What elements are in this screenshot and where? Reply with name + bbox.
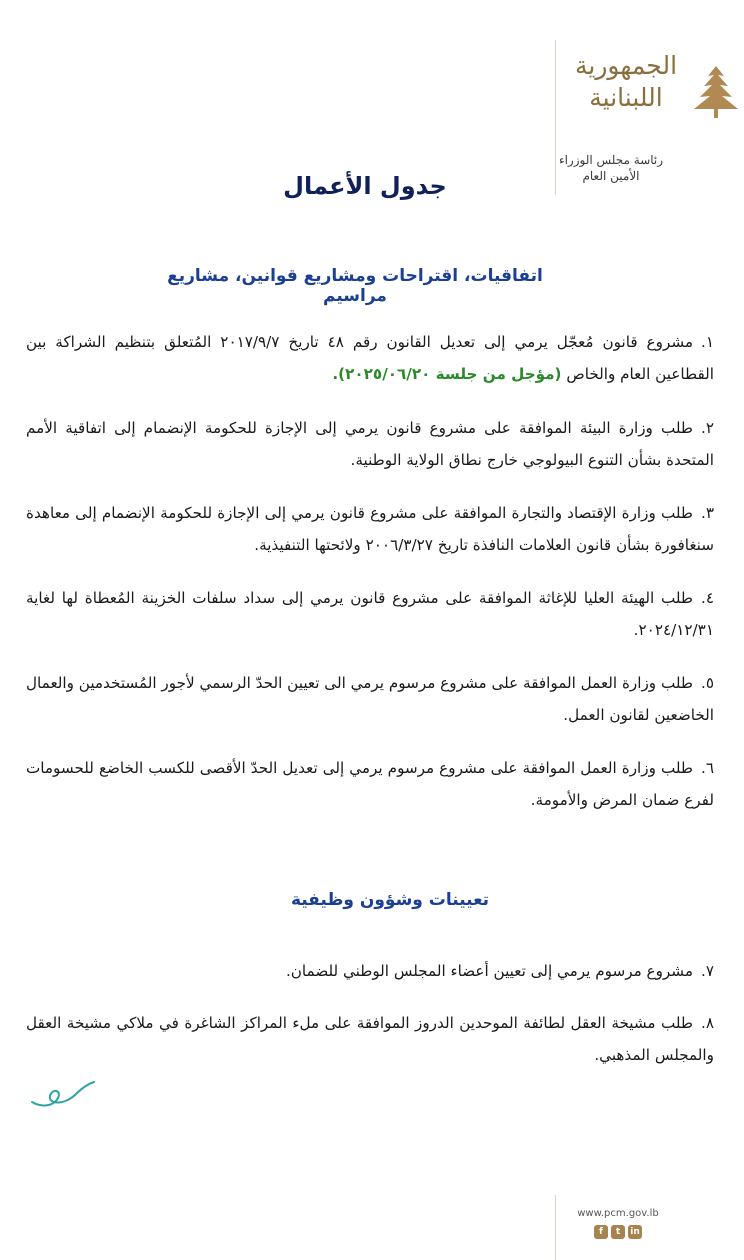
social-links bbox=[568, 1225, 668, 1239]
page-title: جدول الأعمال bbox=[283, 172, 447, 200]
item-text: طلب مشيخة العقل لطائفة الموحدين الدروز الموافقة على ملء المراكز الشاغرة في ملاكي مشيخة العقل والمجلس المذهبي. bbox=[26, 1014, 714, 1064]
postponed-note: (مؤجل من جلسة ٢٠٢٥/٠٦/٢٠). bbox=[332, 365, 562, 383]
footer bbox=[568, 1208, 668, 1239]
section-heading-agreements: اتفاقيات، اقتراحات ومشاريع قوانين، مشاريع مراسيم bbox=[167, 266, 543, 306]
office-line-2: الأمين العام bbox=[582, 169, 640, 183]
website-url[interactable]: www.pcm.gov.lb bbox=[577, 1208, 659, 1219]
republic-logo-text bbox=[566, 50, 686, 114]
item-text: طلب وزارة العمل الموافقة على مشروع مرسوم يرمي الى تعيين الحدّ الرسمي لأجور المُستخدمين والعمال الخاضعين لقانون العمل. bbox=[26, 674, 714, 724]
agenda-item-6 bbox=[26, 752, 714, 816]
item-text: طلب وزارة الإقتصاد والتجارة الموافقة على مشروع قانون يرمي إلى الإجازة للحكومة الإنضمام إلى معاهدة سنغافورة بشأن قانون العلامات النافذة تاريخ ٢٠٠٦/٣/٢٧ ولائحتها التنفيذية. bbox=[26, 504, 714, 554]
item-text: طلب وزارة البيئة الموافقة على مشروع قانون يرمي إلى الإجازة للحكومة الإنضمام إلى اتفاقية الأمم المتحدة بشأن التنوع البيولوجي خارج نطاق الولاية الوطنية. bbox=[26, 419, 714, 469]
agenda-item-8 bbox=[26, 1007, 714, 1071]
footer-divider-line bbox=[555, 1195, 556, 1260]
item-number: ٧. bbox=[701, 962, 714, 980]
republic-line-2: اللبنانية bbox=[589, 83, 663, 112]
republic-line-1: الجمهورية bbox=[574, 51, 678, 80]
item-number: ٨. bbox=[701, 1014, 714, 1032]
agenda-item-5 bbox=[26, 667, 714, 731]
office-title bbox=[556, 152, 666, 184]
agenda-item-1 bbox=[26, 326, 714, 390]
twitter-icon[interactable]: t bbox=[611, 1225, 625, 1239]
item-text: مشروع قانون مُعجّل يرمي إلى تعديل القانون رقم ٤٨ تاريخ ٢٠١٧/٩/٧ المُتعلق بتنظيم الشراكة بين القطاعين العام والخاص bbox=[26, 333, 714, 383]
agenda-item-4 bbox=[26, 582, 714, 646]
item-number: ٤. bbox=[701, 589, 714, 607]
linkedin-icon[interactable]: in bbox=[628, 1225, 642, 1239]
agenda-item-3 bbox=[26, 497, 714, 561]
item-text: طلب الهيئة العليا للإغاثة الموافقة على مشروع قانون يرمي إلى سداد سلفات الخزينة المُعطاة لها لغاية ٢٠٢٤/١٢/٣١. bbox=[26, 589, 714, 639]
office-line-1: رئاسة مجلس الوزراء bbox=[558, 153, 664, 167]
cedar-logo-icon bbox=[688, 62, 744, 120]
agenda-item-2 bbox=[26, 412, 714, 476]
item-number: ٢. bbox=[701, 419, 714, 437]
section-heading-appointments: تعيينات وشؤون وظيفية bbox=[290, 890, 490, 910]
item-number: ٦. bbox=[701, 759, 714, 777]
handwritten-signature bbox=[28, 1078, 98, 1118]
item-text: طلب وزارة العمل الموافقة على مشروع مرسوم يرمي إلى تعديل الحدّ الأقصى للكسب الخاضع للحسومات لفرع ضمان المرض والأمومة. bbox=[26, 759, 714, 809]
item-number: ١. bbox=[701, 333, 715, 351]
item-text: مشروع مرسوم يرمي إلى تعيين أعضاء المجلس الوطني للضمان. bbox=[285, 962, 693, 980]
item-number: ٣. bbox=[701, 504, 714, 522]
item-number: ٥. bbox=[701, 674, 714, 692]
facebook-icon[interactable]: f bbox=[594, 1225, 608, 1239]
agenda-item-7 bbox=[26, 955, 714, 987]
